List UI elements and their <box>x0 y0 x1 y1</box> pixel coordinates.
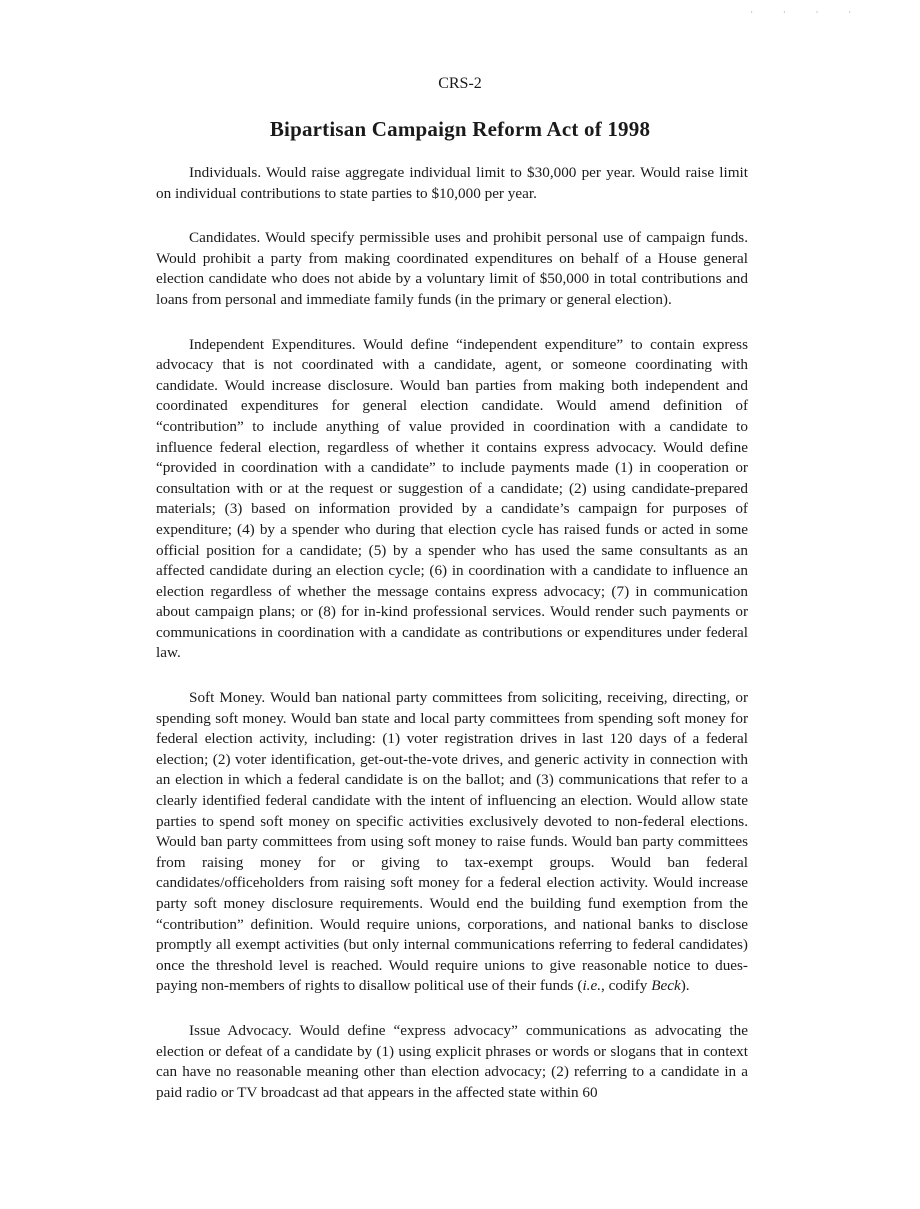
paragraph-candidates: Candidates. Would specify permissible uses and prohibit personal use of campaign funds. Would prohibit a party from making coordinated expenditures on behalf of a House general election candidate who does not abide by a voluntary limit of $50,000 in total contributions and loans from personal and immediate family funds (in the primary or general election). <box>156 229 748 308</box>
paragraph-issue-advocacy: Issue Advocacy. Would define “express advocacy” communications as advocating the election or defeat of a candidate by (1) using explicit phrases or words or slogans that in context can have no reasonable meaning other than election advocacy; (2) referring to a candidate in a paid radio or TV broadcast ad that appears in the affected state within 60 <box>156 1021 748 1101</box>
paragraph-independent-expenditures: Independent Expenditures. Would define “independent expenditure” to contain express advocacy that is not coordinated with a candidate, agent, or someone coordinating with candidate. Would increase disclosure. Would ban parties from making both independent and coordinated expenditures for general election candidate. Would amend definition of “contribution” to include anything of value provided in coordination with a candidate to influence federal election, regardless of whether it contains express advocacy. Would define “provided in coordination with a candidate” to include payments made (1) in cooperation or consultation with or at the request or suggestion of a candidate; (2) using candidate-prepared materials; (3) based on information provided by a candidate’s campaign for purposes of expenditure; (4) by a spender who during that election cycle has raised funds or acted in some official position for a candidate; (5) by a spender who has used the same consultants as an affected candidate during an election cycle; (6) in coordination with a candidate to influence an election regardless of whether the message contains express advocacy; (7) in communication about campaign plans; or (8) for in-kind professional services. Would render such payments or communications in coordination with a candidate as contributions or expenditures under federal law. <box>156 335 748 662</box>
paragraph-soft-money <box>156 688 748 997</box>
page-title: Bipartisan Campaign Reform Act of 1998 <box>269 117 651 141</box>
soft-money-mid: , codify <box>601 977 652 995</box>
document-body <box>156 163 748 1127</box>
soft-money-text: Soft Money. Would ban national party committees from soliciting, receiving, directing, or spending soft money. Would ban state and local party committees from spending soft money for federal election activity, including: (1) voter registration drives in last 120 days of a federal election; (2) voter identification, get-out-the-vote drives, and generic activity in connection with an election in which a federal candidate is on the ballot; and (3) communications that refer to a clearly identified federal candidate with the intent of influencing an election. Would allow state parties to spend soft money on specific activities exclusively devoted to non-federal elections. Would ban party committees from using soft money to raise funds. Would ban party committees from raising money for or giving to tax-exempt groups. Would ban federal candidates/officeholders from raising soft money for a federal election activity. Would increase party soft money disclosure requirements. Would end the building fund exemption from the “contribution” definition. Would require unions, corporations, and national banks to disclose promptly all exempt activities (but only internal communications referring to federal candidates) once the threshold level is reached. Would require unions to give reasonable notice to dues-paying non-members of rights to disallow political use of their funds ( <box>156 689 748 995</box>
soft-money-beck: Beck <box>651 977 681 995</box>
soft-money-ie: i.e. <box>582 977 601 995</box>
scan-specks: · · · · <box>750 8 865 17</box>
paragraph-individuals: Individuals. Would raise aggregate individual limit to $30,000 per year. Would raise limit on individual contributions to state parties to $10,000 per year. <box>156 164 748 202</box>
page-number: CRS-2 <box>438 75 482 92</box>
soft-money-end: ). <box>680 977 690 995</box>
